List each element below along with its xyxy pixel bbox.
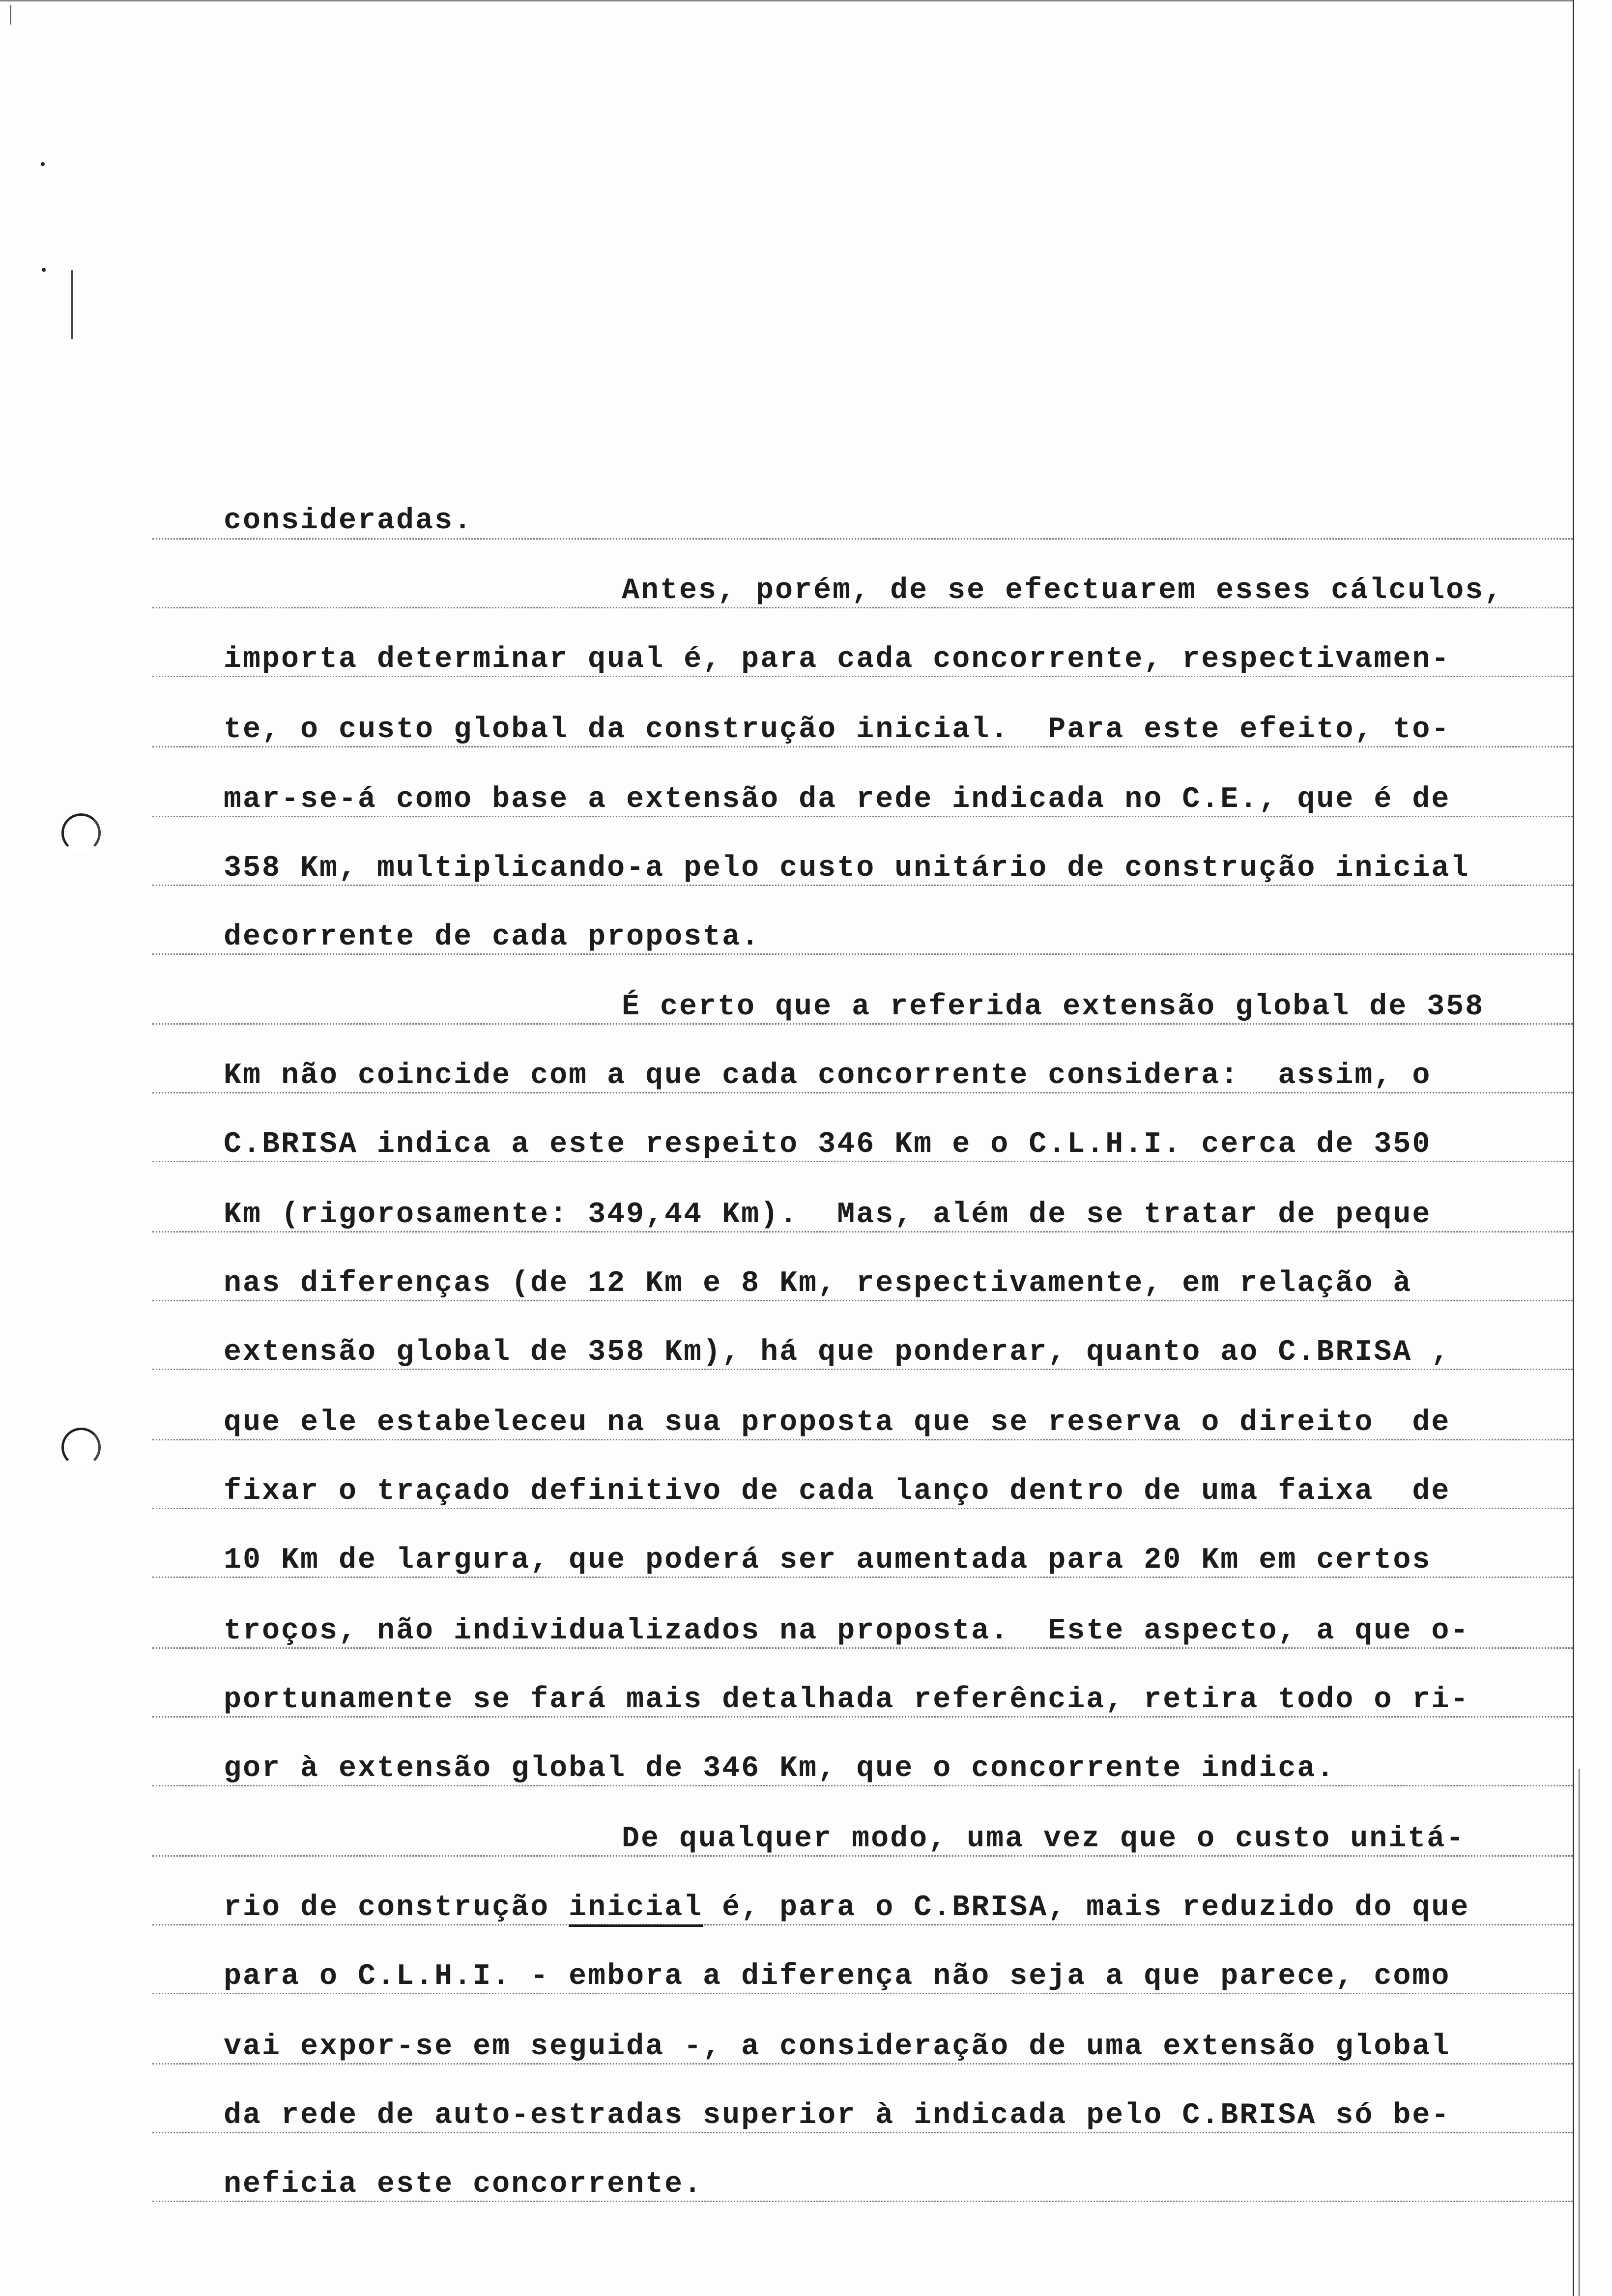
text-line: gor à extensão global de 346 Km, que o concorrente indica.: [224, 1752, 1336, 1785]
text-line: Km (rigorosamente: 349,44 Km). Mas, além de se tratar de peque: [224, 1198, 1432, 1232]
top-edge-rule: [0, 0, 1573, 1]
text-line: nas diferenças (de 12 Km e 8 Km, respectivamente, em relação à: [224, 1267, 1412, 1300]
text-segment: rio de construção: [224, 1891, 569, 1924]
text-line: De qualquer modo, uma vez que o custo unitá-: [622, 1822, 1466, 1856]
text-line: Antes, porém, de se efectuarem esses cálculos,: [622, 574, 1504, 607]
punch-hole: [61, 1428, 101, 1467]
stray-dot: [42, 268, 46, 272]
text-line: portunamente se fará mais detalhada referência, retira todo o ri-: [224, 1683, 1470, 1717]
emphasized-word: inicial: [569, 1891, 703, 1927]
text-line: 358 Km, multiplicando-a pelo custo unitário de construção inicial: [224, 852, 1470, 885]
text-line: mar-se-á como base a extensão da rede indicada no C.E., que é de: [224, 783, 1451, 816]
text-line: Km não coincide com a que cada concorrente considera: assim, o: [224, 1059, 1432, 1092]
text-line: 10 Km de largura, que poderá ser aumentada para 20 Km em certos: [224, 1544, 1432, 1577]
text-line: [224, 1893, 1469, 1923]
text-line: fixar o traçado definitivo de cada lanço dentro de uma faixa de: [224, 1475, 1451, 1508]
text-segment: é, para o C.BRISA, mais reduzido do que: [703, 1891, 1470, 1924]
text-line: neficia este concorrente.: [224, 2168, 703, 2201]
right-margin-rule-secondary: [1579, 1769, 1580, 2296]
text-line: consideradas.: [224, 504, 473, 538]
text-line: C.BRISA indica a este respeito 346 Km e o C.L.H.I. cerca de 350: [224, 1128, 1432, 1161]
stray-dot: [41, 162, 45, 166]
text-line: extensão global de 358 Km), há que ponderar, quanto ao C.BRISA ,: [224, 1336, 1451, 1369]
text-line: importa determinar qual é, para cada concorrente, respectivamen-: [224, 643, 1451, 676]
text-line: te, o custo global da construção inicial. Para este efeito, to-: [224, 713, 1451, 746]
text-line: É certo que a referida extensão global de 358: [622, 990, 1485, 1024]
right-margin-rule: [1573, 0, 1574, 2296]
punch-hole: [61, 813, 101, 853]
text-line: que ele estabeleceu na sua proposta que se reserva o direito de: [224, 1406, 1451, 1439]
text-line: decorrente de cada proposta.: [224, 920, 761, 954]
text-line: troços, não individualizados na proposta. Este aspecto, a que o-: [224, 1614, 1470, 1648]
ruled-line: [152, 538, 1573, 540]
text-line: vai expor-se em seguida -, a consideração de uma extensão global: [224, 2030, 1451, 2064]
stray-tick-mark: [71, 270, 73, 339]
text-line: da rede de auto-estradas superior à indicada pelo C.BRISA só be-: [224, 2099, 1451, 2132]
stray-mark-top: [10, 5, 11, 25]
text-line: para o C.L.H.I. - embora a diferença não seja a que parece, como: [224, 1960, 1451, 1993]
